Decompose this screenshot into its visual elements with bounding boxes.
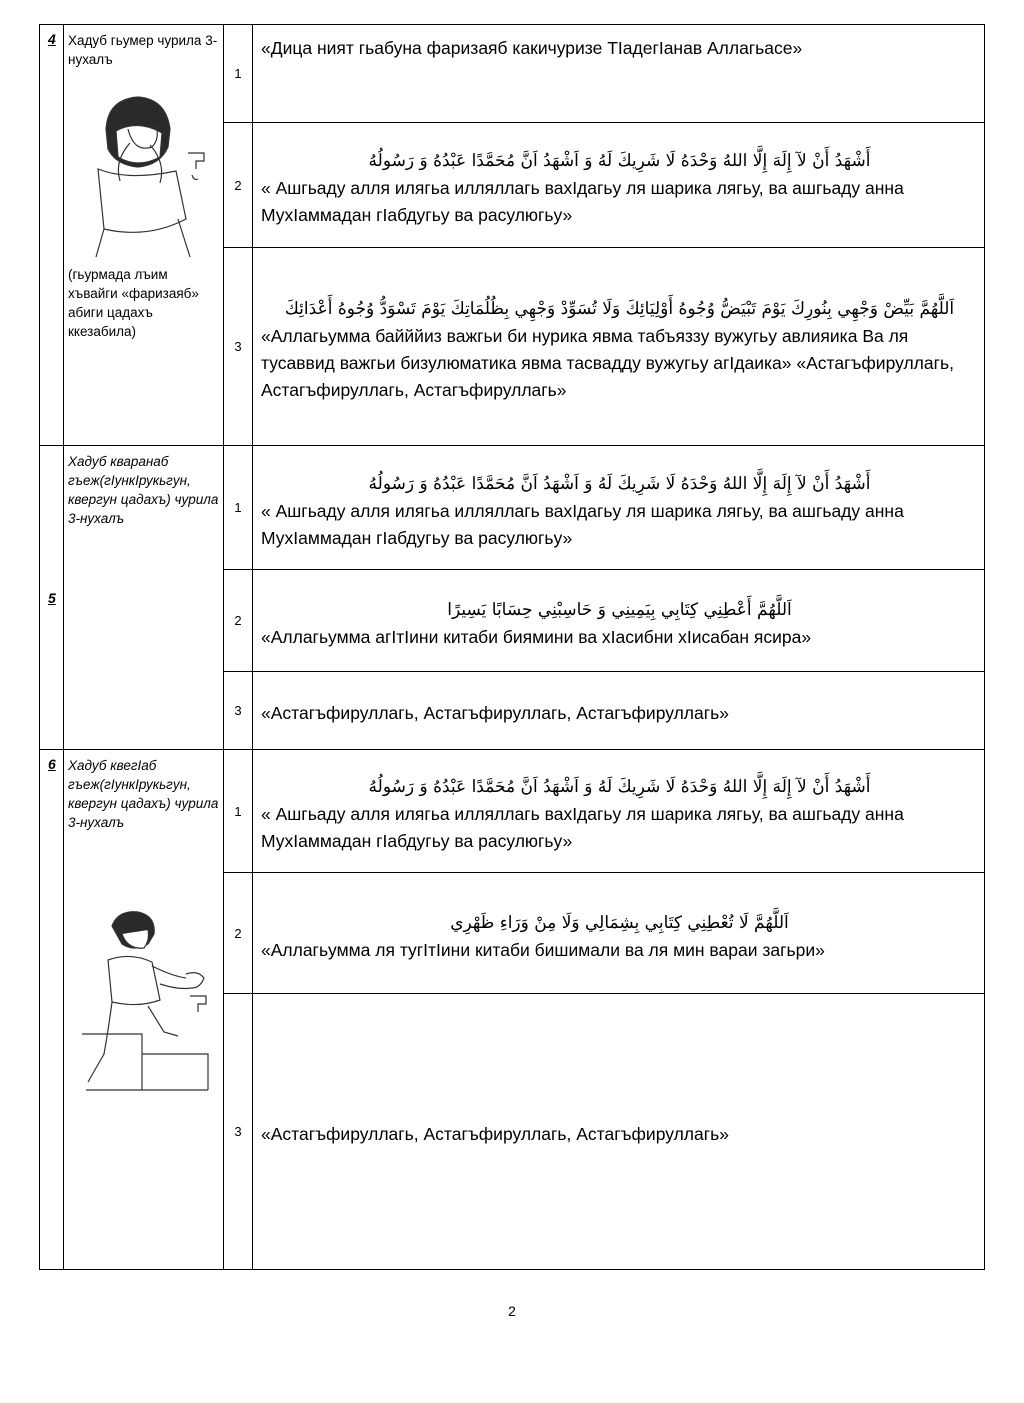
row-index: 1: [224, 25, 253, 123]
transliteration-text: « Ашгьаду алля илягьа илляллагь вахIдагьу ля шарика лягьу, ва ашгьаду анна МухIаммадан гIабдугьу ва расулюгьу»: [261, 500, 904, 548]
row-index: 3: [224, 994, 253, 1270]
row-index: 3: [224, 248, 253, 446]
row-index: 2: [224, 873, 253, 994]
arabic-text: اَللَّهُمَّ بَيِّضْ وَجْهِي بِنُورِكَ يَوْمَ تَبْيَضُّ وُجُوهُ أَوْلِيَائِكَ وَلَا تُسَوِّدْ وَجْهِي بِظُلُمَاتِكَ يَوْمَ تَسْوَدُّ وُجُوهُ أَعْدَائِكَ: [284, 299, 955, 319]
section-note: (гьурмада лъим хъвайги «фаризаяб» абиги цадахъ ккезабила): [68, 267, 199, 339]
row-content: [253, 123, 985, 248]
transliteration-text: « Ашгьаду алля илягьа илляллагь вахIдагьу ля шарика лягьу, ва ашгьаду анна МухIаммадан гIабдугьу ва расулюгьу»: [261, 178, 904, 225]
row-index: 1: [224, 446, 253, 570]
row-index: 2: [224, 123, 253, 248]
transliteration-text: « Ашгьаду алля илягьа илляллагь вахIдагьу ля шарика лягьу, ва ашгьаду анна МухIаммадан гIабдугьу ва расулюгьу»: [261, 804, 904, 851]
row-content: [253, 446, 985, 570]
transliteration-text: «Аллагьумма агIтIини китаби биямини ва хIасибни хIисабан ясира»: [261, 627, 812, 647]
transliteration-text: «Дица ният гьабуна фаризаяб какичуризе ТIадегIанав Аллагьасе»: [261, 38, 803, 58]
arabic-text: أَشْهَدُ أَنْ لآ إِلَهَ إِلَّا اللهُ وَحْدَهُ لَا شَرِيكَ لَهُ وَ اَشْهَدُ اَنَّ مُحَمَّدًا عَبْدُهُ وَ رَسُولُهُ: [368, 473, 871, 494]
row-index: 1: [224, 750, 253, 873]
section-number: 5: [48, 589, 56, 606]
section-description: [64, 25, 224, 446]
row-content: [253, 750, 985, 873]
row-content: [253, 672, 985, 750]
table-row: [40, 25, 985, 123]
transliteration-text: «Астагъфируллагь, Астагъфируллагь, Астагъфируллагь»: [261, 1124, 729, 1144]
arabic-text: أَشْهَدُ أَنْ لآ إِلَهَ إِلَّا اللهُ وَحْدَهُ لَا شَرِيكَ لَهُ وَ اَشْهَدُ اَنَّ مُحَمَّدًا عَبْدُهُ وَ رَسُولُهُ: [368, 151, 871, 171]
wudu-steps-table: [39, 24, 985, 1270]
washing-arm-illustration: [68, 904, 218, 1094]
section-title: Хадуб квегIаб гъеж(гIункIрукьгун, квергун цадахъ) чурила 3-нухалъ: [68, 758, 219, 830]
section-description: [64, 446, 224, 750]
transliteration-text: «Астагъфируллагь, Астагъфируллагь, Астагъфируллагь»: [261, 703, 729, 723]
section-number: 4: [40, 25, 64, 446]
section-number-cell: [40, 446, 64, 750]
arabic-text: اَللَّهُمَّ أَعْطِنِي كِتَابِي بِيَمِينِي وَ حَاسِبْنِي حِسَابًا يَسِيرًا: [447, 600, 792, 620]
transliteration-text: «Аллагьумма ля тугIтIини китаби бишимали ва ля мин вараи загьри»: [261, 939, 825, 960]
row-content: [253, 25, 985, 123]
table-row: [40, 446, 985, 570]
row-content: [253, 873, 985, 994]
section-title: Хадуб гьумер чурила 3-нухалъ: [68, 33, 218, 67]
transliteration-text: «Аллагьумма байййиз важгьи би нурика явма табъяззу вужугьу авлияика Ва ля тусаввид важгьи бизулюматика явма тасвадду вужугьу агIдаика» «Астагъфируллагь, Астагъфируллагь, Астагъфируллагь»: [261, 326, 954, 400]
row-content: [253, 248, 985, 446]
arabic-text: أَشْهَدُ أَنْ لآ إِلَهَ إِلَّا اللهُ وَحْدَهُ لَا شَرِيكَ لَهُ وَ اَشْهَدُ اَنَّ مُحَمَّدًا عَبْدُهُ وَ رَسُولُهُ: [368, 777, 871, 797]
section-title: Хадуб кваранаб гъеж(гIункIрукьгун, квергун цадахъ) чурила 3-нухалъ: [68, 454, 219, 526]
section-description: [64, 750, 224, 1270]
row-index: 3: [224, 672, 253, 750]
section-number: 6: [40, 750, 64, 1270]
row-index: 2: [224, 570, 253, 672]
row-content: [253, 570, 985, 672]
arabic-text: اَللَّهُمَّ لَا تُعْطِنِي كِتَابِي بِشِمَالِي وَلَا مِنْ وَرَاءِ ظَهْرِي: [450, 912, 789, 933]
page-number: 2: [508, 1303, 516, 1319]
washing-face-illustration: [68, 69, 218, 259]
table-row: [40, 750, 985, 873]
row-content: [253, 994, 985, 1270]
